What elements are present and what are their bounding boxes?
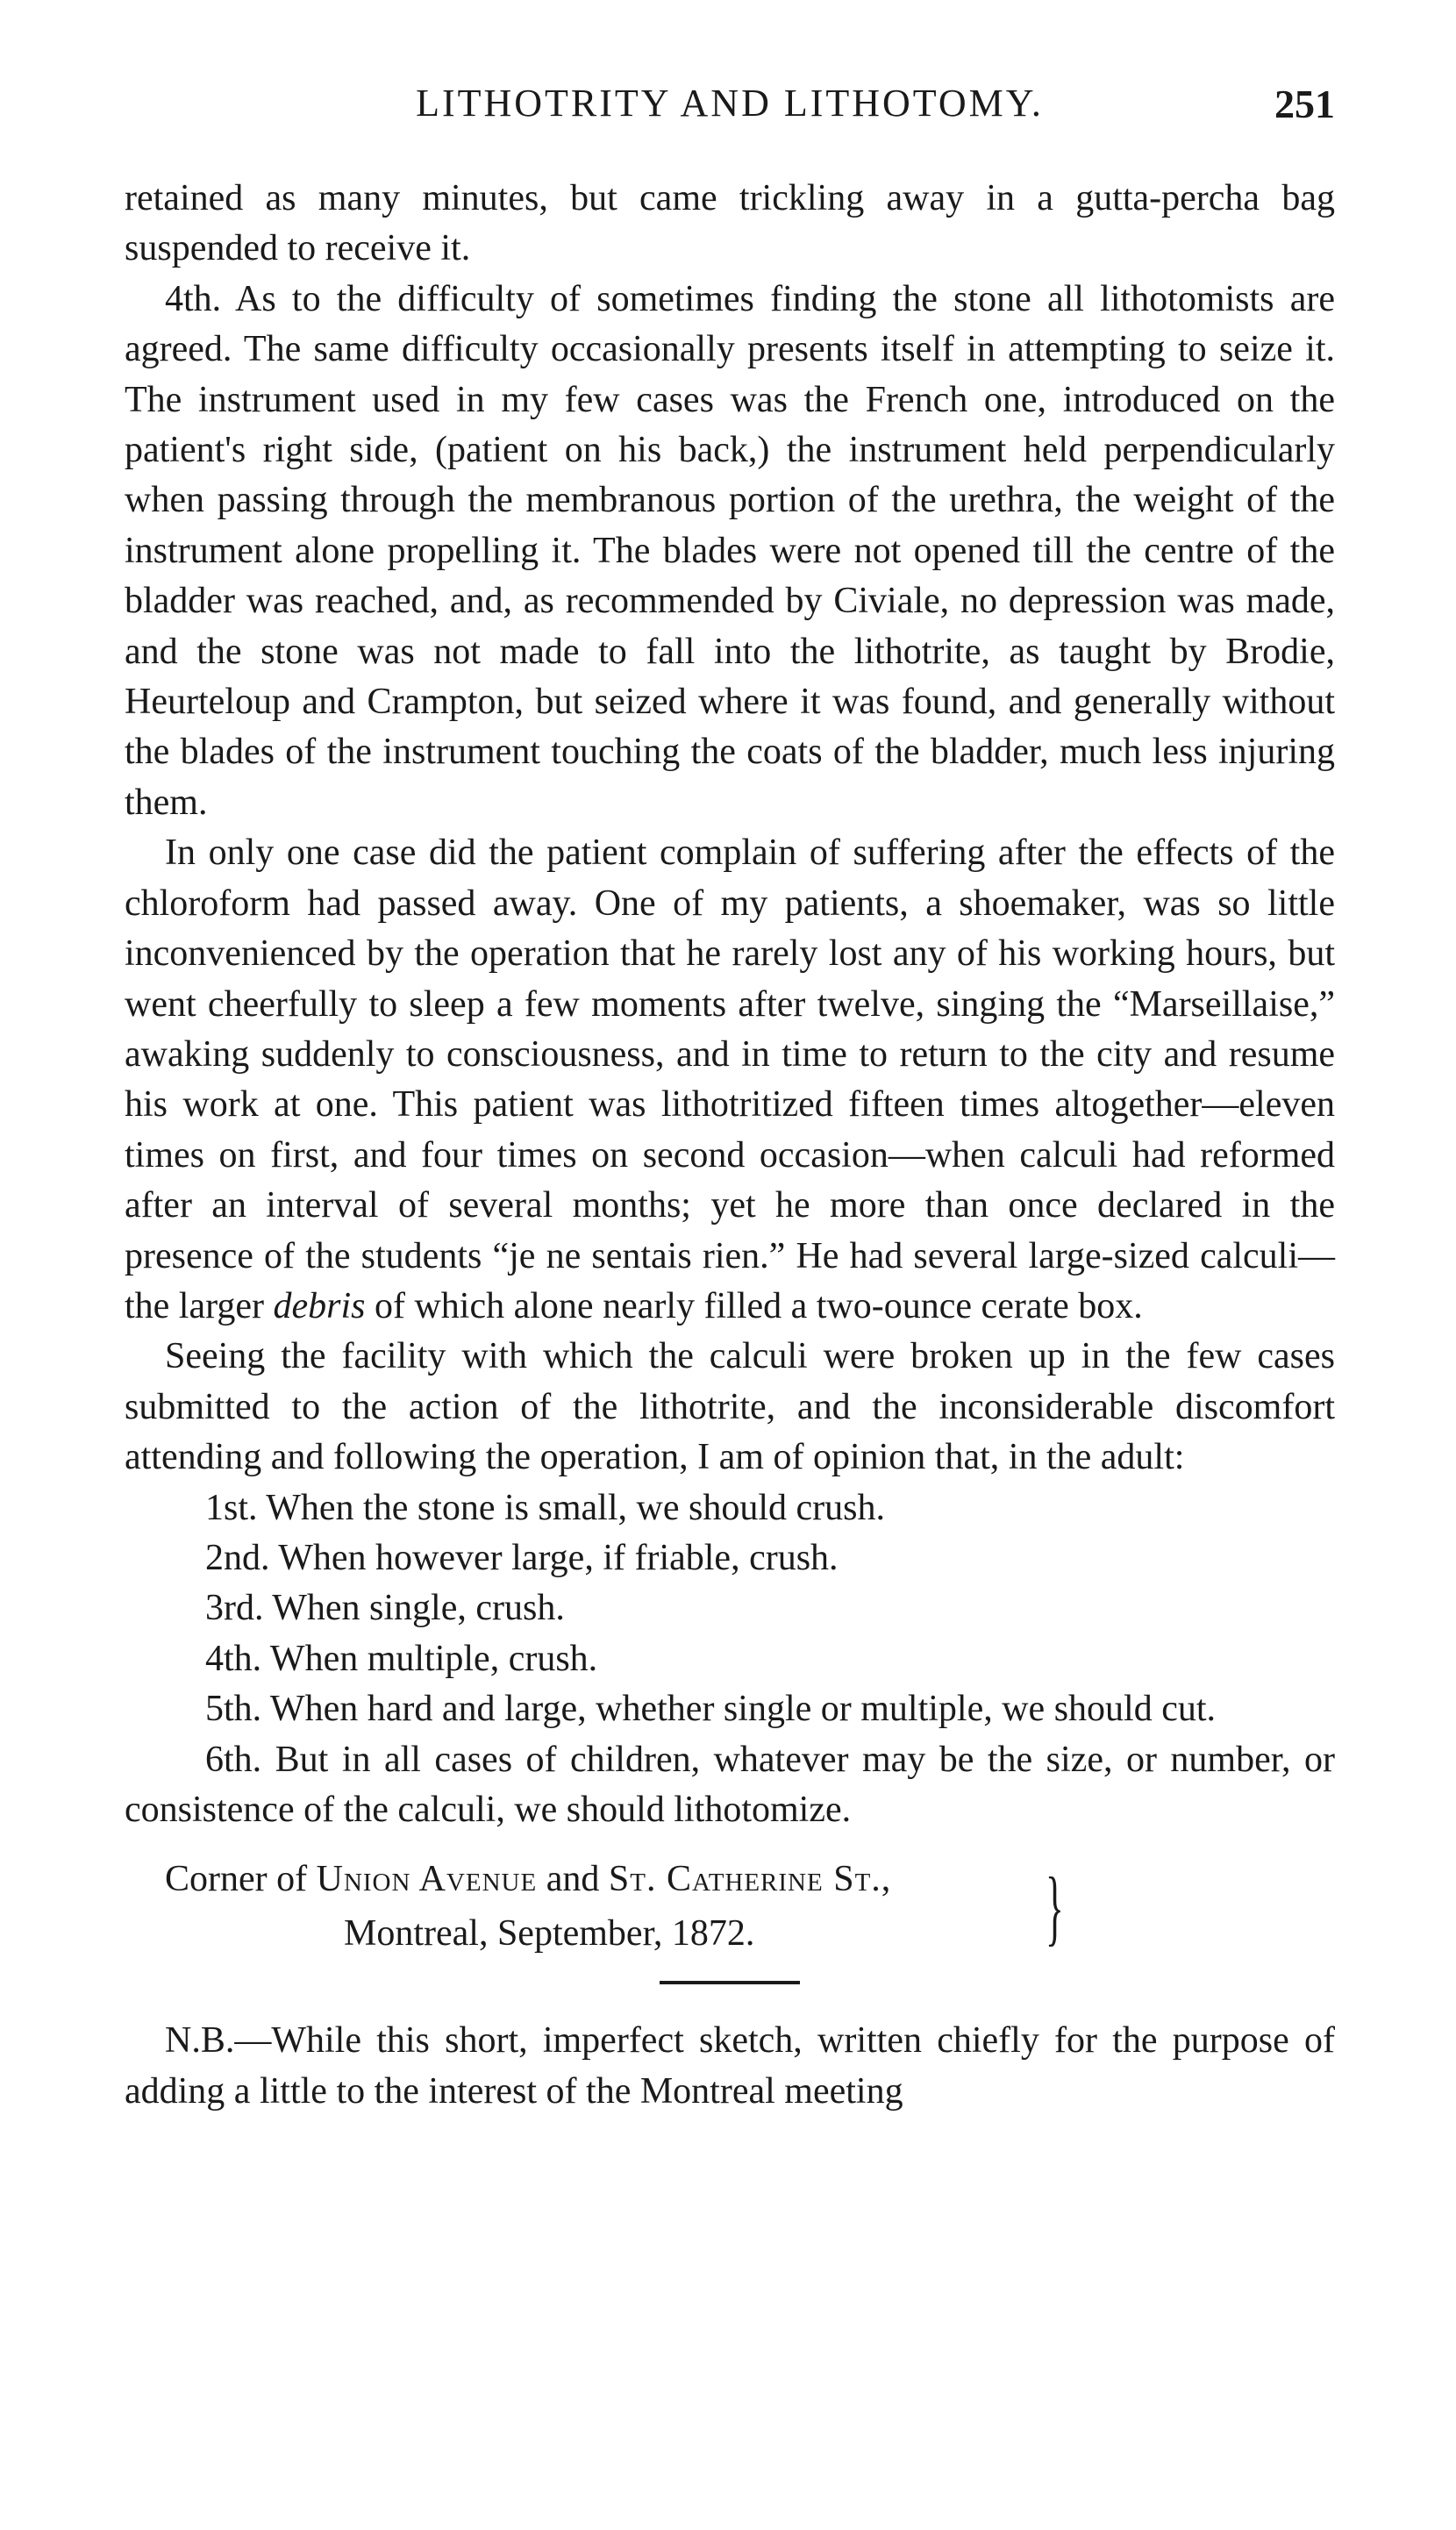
list-text: When multiple, crush. — [269, 1638, 598, 1679]
address-prefix: Corner of — [165, 1859, 317, 1900]
street-name: St. Catherine St. — [608, 1859, 881, 1900]
paragraph-text-end: of which alone nearly filled a two-ounce cerate box. — [365, 1285, 1143, 1326]
paragraph-fourth-point: 4th. As to the difficulty of sometimes finding the stone all lithotomists are agreed. The same difficulty occasionally presents itself in attempting to seize it. The instrument used in my few cases was the French one, introduced on the patient's right side, (patient on his back,) the instrument held perpendicularly when passing through the membranous portion of the urethra, the weight of the instrument alone propelling it. The blades were not opened till the centre of the bladder was reached, and, as recommended by Civiale, no depression was made, and the stone was not made to fall into the lithotrite, as taught by Brodie, Heurteloup and Crampton, but seized where it was found, and generally without the blades of the instrument touching the coats of the bladder, much less injuring them. — [125, 278, 1335, 823]
paragraph-patient-experience — [125, 828, 1335, 1332]
list-number: 5th. — [205, 1689, 262, 1730]
body-text — [125, 174, 1335, 2117]
street-name: Union Avenue — [316, 1859, 538, 1900]
list-item — [125, 1483, 1335, 1533]
page-number: 251 — [1274, 82, 1335, 126]
paragraph-text-start: In only one case did the patient complain of suffering after the effects of the chloroform had passed away. One of my patients, a shoemaker, was so little inconvenienced by the operation that he rarely lost any of his working hours, but went cheerfully to sleep a few moments after twelve, singing the “Marseillaise,” awaking suddenly to consciousness, and in time to return to the city and resume his work at one. This patient was lithotritized fifteen times altogether—eleven times on first, and four times on second occasion—when calculi had reformed after an interval of several months; yet he more than once declared in the presence of the students “je ne sentais rien.” He had several large-sized calculi—the larger — [125, 833, 1335, 1326]
brace-glyph: } — [1046, 1860, 1064, 1955]
running-title: LITHOTRITY AND LITHOTOMY. — [416, 82, 1044, 125]
paragraph-continued: retained as many minutes, but came trickling away in a gutta-percha bag suspended to receive it. — [125, 178, 1335, 269]
list-number: 3rd. — [205, 1588, 264, 1629]
italic-word: debris — [273, 1285, 366, 1326]
signature-block — [125, 1855, 1335, 1967]
list-item — [125, 1735, 1335, 1836]
address-conjunction: and — [537, 1859, 609, 1900]
list-number: 1st. — [205, 1487, 258, 1528]
list-text: When however large, if friable, crush. — [278, 1537, 839, 1578]
conclusions-list — [125, 1483, 1335, 1836]
paragraph-note: N.B.—While this short, imperfect sketch, written chiefly for the purpose of adding a little to the interest of the Montreal meeting — [125, 2020, 1335, 2112]
list-item — [125, 1684, 1335, 1734]
list-text: But in all cases of children, whatever may be the size, or number, or consistence of the calculi, we should lithotomize. — [125, 1739, 1335, 1830]
list-number: 2nd. — [205, 1537, 270, 1578]
list-text: When single, crush. — [272, 1588, 565, 1629]
signature-address — [165, 1855, 890, 1905]
list-text: When the stone is small, we should crush. — [266, 1487, 885, 1528]
book-page — [125, 0, 1335, 2530]
list-item — [125, 1533, 1335, 1583]
paragraph-opinion: Seeing the facility with which the calculi were broken up in the few cases submitted to the action of the lithotrite, and the inconsiderable discomfort attending and following the operation, I am of opinion that, in the adult: — [125, 1336, 1335, 1478]
list-item — [125, 1583, 1335, 1633]
list-number: 6th. — [205, 1739, 262, 1780]
signature-place-date: Montreal, September, 1872. — [344, 1913, 755, 1955]
address-suffix: , — [881, 1859, 891, 1900]
list-number: 4th. — [205, 1638, 262, 1679]
section-divider — [660, 1981, 800, 1984]
list-item — [125, 1634, 1335, 1684]
list-text: When hard and large, whether single or multiple, we should cut. — [269, 1689, 1217, 1730]
running-head — [125, 81, 1335, 133]
